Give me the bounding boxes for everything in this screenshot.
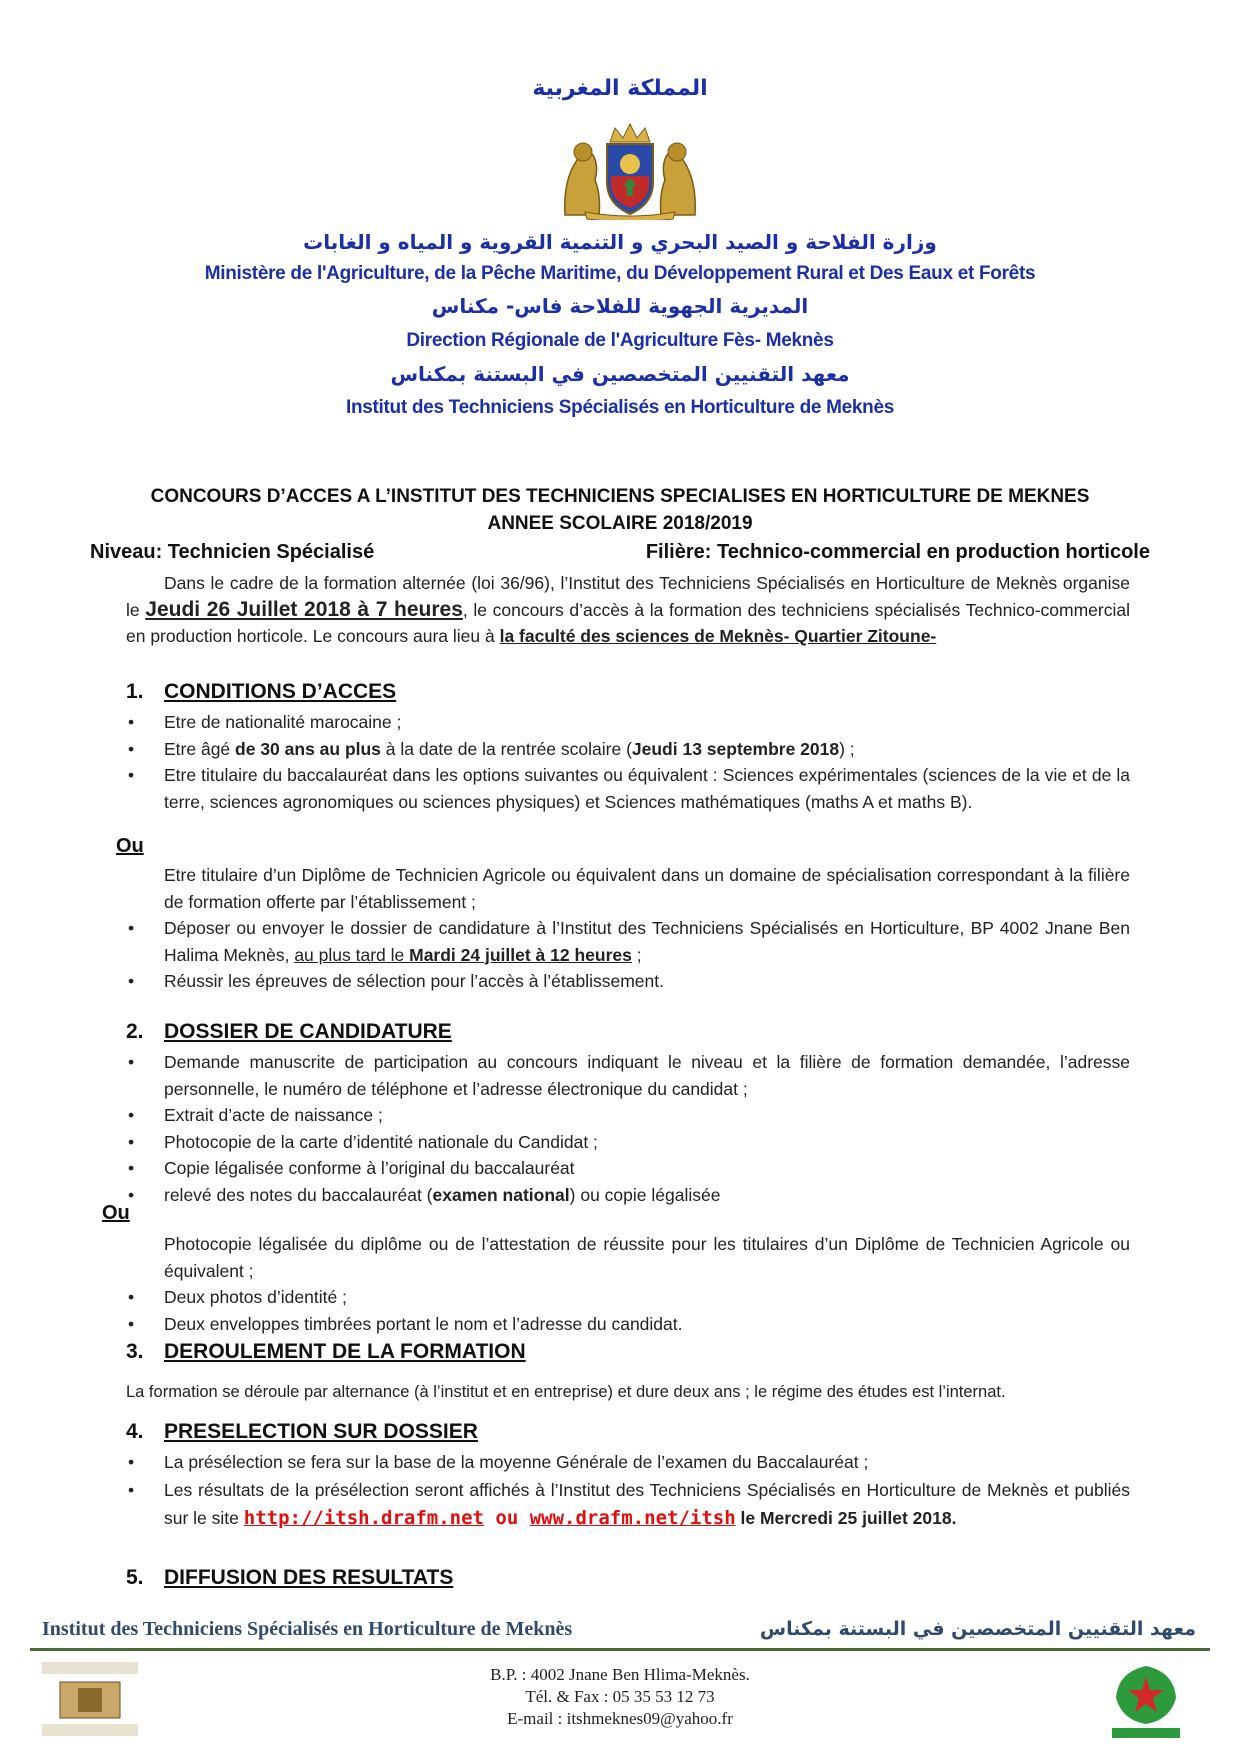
institute-name-ar: معهد التقنيين المتخصصين في البستنة بمكناس xyxy=(390,362,850,386)
bullet-icon: • xyxy=(128,1313,135,1334)
item-text: Etre titulaire d’un Diplôme de Technicien Agricole ou équivalent dans un domaine de spécialisation correspondant à la filière de formation offerte par l’établissement ; xyxy=(164,865,1130,912)
start-date: Jeudi 13 septembre 2018 xyxy=(631,738,840,759)
bullet-icon: • xyxy=(128,1052,135,1072)
item-text: ) ; xyxy=(839,738,855,759)
footer-institute-fr: Institut des Techniciens Spécialisés en Horticulture de Meknès xyxy=(42,1618,573,1640)
results-date: le Mercredi 25 juillet 2018. xyxy=(735,1507,957,1528)
intro-text-2: , le concours d’accès à la formation des techniciens spécialisés Technico-commercial en production horticole. Le concours aura lieu à xyxy=(126,599,1130,646)
item-text: Etre âgé xyxy=(164,738,236,759)
item-text: ) ou copie légalisée xyxy=(569,1184,721,1205)
bullet-icon: • xyxy=(128,971,135,991)
dossier-list xyxy=(128,1049,1130,1208)
item-text: Extrait d’acte de naissance ; xyxy=(164,1105,383,1125)
conditions-list-2 xyxy=(128,862,1130,995)
list-item xyxy=(128,1231,1130,1284)
list-item xyxy=(128,1284,1130,1311)
intro-paragraph xyxy=(126,570,1130,650)
ministry-name-fr: Ministère de l'Agriculture, de la Pêche Maritime, du Développement Rural et Des Eaux et Forêts xyxy=(204,263,1036,284)
deadline-date: Mardi 24 juillet à 12 heures xyxy=(409,944,632,965)
item-text: Etre de nationalité marocaine ; xyxy=(164,712,402,732)
deadline-prefix: au plus tard le xyxy=(294,944,410,965)
contest-place: la faculté des sciences de Meknès- Quartier Zitoune- xyxy=(499,626,937,646)
item-text: Photocopie légalisée du diplôme ou de l’attestation de réussite pour les titulaires d’un Diplôme de Technicien Agricole ou équivalent ; xyxy=(164,1234,1130,1281)
dossier-list-2 xyxy=(128,1231,1130,1337)
training-description: La formation se déroule par alternance (à l’institut et en entreprise) et dure deux ans ; le régime des études est l’internat. xyxy=(126,1383,1006,1401)
list-item xyxy=(128,736,1130,763)
level-label: Niveau: Technicien Spécialisé xyxy=(90,541,375,563)
list-item xyxy=(128,1449,1130,1476)
section-5-heading xyxy=(126,1566,453,1590)
item-text: Photocopie de la carte d’identité nationale du Candidat ; xyxy=(164,1131,598,1152)
site-link-drafm[interactable]: www.drafm.net/itsh xyxy=(529,1506,736,1529)
national-exam: examen national xyxy=(432,1184,570,1205)
bullet-icon: • xyxy=(128,1184,135,1205)
footer-institute-ar: معهد التقنيين المتخصصين في البستنة بمكناس xyxy=(759,1618,1196,1640)
bullet-icon: • xyxy=(128,712,135,732)
preselection-list xyxy=(128,1449,1130,1532)
institute-name-fr: Institut des Techniciens Spécialisés en Horticulture de Meknès xyxy=(345,397,895,418)
bullet-icon: • xyxy=(128,1479,135,1500)
item-text: Demande manuscrite de participation au concours indiquant le niveau et la filière de formation demandée, l’adresse personnelle, le numéro de téléphone et l’adresse électronique du candidat ; xyxy=(164,1052,1130,1099)
list-item xyxy=(128,968,1130,995)
item-text: relevé des notes du baccalauréat ( xyxy=(164,1184,433,1205)
footer-contact xyxy=(0,1664,1240,1730)
footer-phone: Tél. & Fax : 05 35 53 12 73 xyxy=(525,1687,715,1706)
regional-direction-fr: Direction Régionale de l'Agriculture Fès- Meknès xyxy=(406,330,834,351)
or-word: ou xyxy=(483,1506,530,1529)
footer-email[interactable]: E-mail : itshmeknes09@yahoo.fr xyxy=(507,1709,733,1728)
item-text: Réussir les épreuves de sélection pour l’accès à l’établissement. xyxy=(164,971,664,991)
item-text: Déposer ou envoyer le dossier de candidature à l’Institut des Techniciens Spécialisés en Horticulture, BP 4002 Jnane Ben Halima Meknès, xyxy=(164,918,1130,965)
section-title: DOSSIER DE CANDIDATURE xyxy=(164,1020,452,1043)
item-text: Etre titulaire du baccalauréat dans les options suivantes ou équivalent : Sciences expérimentales (sciences de la vie et de la terre, sciences agronomiques ou sciences physiques) et Sciences mathématiques (maths A et maths B). xyxy=(164,765,1130,812)
site-link-itsh[interactable]: http://itsh.drafm.net xyxy=(243,1506,484,1529)
contest-date: Jeudi 26 Juillet 2018 à 7 heures xyxy=(145,597,463,621)
bullet-icon: • xyxy=(128,1158,135,1178)
section-number: 5. xyxy=(126,1566,144,1589)
list-item xyxy=(128,1155,1130,1182)
section-number: 4. xyxy=(126,1420,144,1443)
intro-text-1: Dans le cadre de la formation alternée (loi 36/96), l’Institut des Techniciens Spécialisés en Horticulture de Meknès organise le xyxy=(126,573,1130,620)
section-4-heading xyxy=(126,1420,478,1444)
or-label-2: Ou xyxy=(102,1202,130,1224)
list-item xyxy=(128,1476,1130,1532)
item-text: Copie légalisée conforme à l’original du baccalauréat xyxy=(164,1158,575,1178)
age-limit: de 30 ans au plus xyxy=(235,738,381,759)
list-item xyxy=(128,762,1130,815)
section-number: 3. xyxy=(126,1340,144,1363)
morocco-green-logo-icon xyxy=(1098,1658,1194,1742)
item-text: La présélection se fera sur la base de la moyenne Générale de l’examen du Baccalauréat ; xyxy=(164,1452,869,1472)
list-item xyxy=(128,915,1130,968)
item-text: Les résultats de la présélection seront affichés à l’Institut des Techniciens Spécialisés en Horticulture de Meknès et publiés sur le site xyxy=(164,1479,1130,1528)
kingdom-title-ar: المملكة المغربية xyxy=(532,76,708,101)
item-text: à la date de la rentrée scolaire ( xyxy=(380,738,632,759)
list-item xyxy=(128,1102,1130,1129)
section-title: CONDITIONS D’ACCES xyxy=(164,680,397,703)
bullet-icon: • xyxy=(128,918,135,938)
list-item xyxy=(128,709,1130,736)
bullet-icon: • xyxy=(128,1105,135,1125)
footer-divider xyxy=(30,1648,1210,1651)
list-item xyxy=(128,1311,1130,1338)
ministry-name-ar: وزارة الفلاحة و الصيد البحري و التنمية القروية و المياه و الغابات xyxy=(303,230,937,254)
conditions-list xyxy=(128,709,1130,815)
list-item xyxy=(128,1049,1130,1102)
section-title: DIFFUSION DES RESULTATS xyxy=(164,1566,454,1589)
regional-direction-ar: المديرية الجهوية للفلاحة فاس- مكناس xyxy=(431,294,809,318)
bullet-icon: • xyxy=(128,1452,135,1472)
list-item xyxy=(128,1182,1130,1209)
section-2-heading xyxy=(126,1020,452,1044)
item-text: Deux photos d’identité ; xyxy=(164,1287,347,1307)
bullet-icon: • xyxy=(128,1131,135,1152)
section-number: 2. xyxy=(126,1020,144,1043)
list-item xyxy=(128,862,1130,915)
item-text: ; xyxy=(631,944,642,965)
field-label: Filière: Technico-commercial en production horticole xyxy=(645,541,1150,563)
section-number: 1. xyxy=(126,680,144,703)
bullet-icon: • xyxy=(128,765,135,785)
bullet-icon: • xyxy=(128,738,135,759)
section-1-heading xyxy=(126,680,396,704)
section-title: PRESELECTION SUR DOSSIER xyxy=(164,1420,478,1443)
item-text: Deux enveloppes timbrées portant le nom et l’adresse du candidat. xyxy=(164,1313,683,1334)
list-item xyxy=(128,1129,1130,1156)
contest-title: CONCOURS D’ACCES A L’INSTITUT DES TECHNICIENS SPECIALISES EN HORTICULTURE DE MEKNES xyxy=(150,486,1090,507)
or-label: Ou xyxy=(116,835,144,857)
footer-address: B.P. : 4002 Jnane Ben Hlima-Meknès. xyxy=(490,1665,750,1684)
section-3-heading xyxy=(126,1340,526,1364)
coat-of-arms-emblem xyxy=(555,120,705,220)
section-title: DEROULEMENT DE LA FORMATION xyxy=(164,1340,526,1363)
bullet-icon: • xyxy=(128,1287,135,1307)
school-year: ANNEE SCOLAIRE 2018/2019 xyxy=(487,513,753,534)
